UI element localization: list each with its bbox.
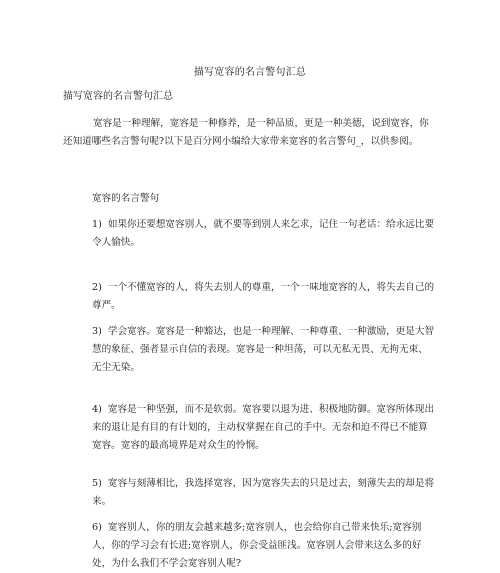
section-heading: 宽容的名言警句 <box>92 193 160 204</box>
list-item-number: 5) <box>92 478 102 489</box>
list-item-text: 学会宽容。宽容是一种豁达，也是一种理解、一种尊重、一种激励，更是大智慧的象征、强者显示自信的表现。宽容是一种坦荡，可以无私无畏、无拘无束、无尘无染。 <box>92 326 435 373</box>
list-item-number: 1) <box>92 219 102 230</box>
list-item <box>92 323 437 377</box>
list-item-number: 3) <box>92 326 102 337</box>
list-item-text: 如果你还要想宽容别人，就不要等到别人来乞求，记住一句老话：给永远比要令人愉快。 <box>92 219 435 248</box>
list-item <box>92 216 437 252</box>
list-item-number: 6) <box>92 522 102 533</box>
list-item-text: 宽容是一种坚强，而不是软弱。宽容要以退为进、积极地防御。宽容所体现出来的退让是有目的有计划的，主动权掌握在自己的手中。无奈和迫不得已不能算宽容。宽容的最高境界是对众生的怜悯。 <box>92 404 435 451</box>
list-item-number: 2) <box>92 282 102 293</box>
document-subtitle: 描写宽容的名言警句汇总 <box>63 91 173 102</box>
list-item <box>92 475 437 511</box>
list-item-text: 宽容别人，你的朋友会越来越多;宽容别人，也会给你自己带来快乐;宽容别人，你的学习会有长进;宽容别人，你会受益匪浅。宽容别人会带来这么多的好处，为什么我们不学会宽容别人呢? <box>92 522 422 569</box>
document-title: 描写宽容的名言警句汇总 <box>193 67 307 78</box>
list-item-text: 一个不懂宽容的人，将失去别人的尊重，一个一味地宽容的人，将失去自己的尊严。 <box>92 282 435 311</box>
intro-paragraph: 宽容是一种理解，宽容是一种修养，是一种品质，更是一种美德，说到宽容，你还知道哪些名言警句呢?以下是百分网小编给大家带来宽容的名言警句_，以供参阅。 <box>63 118 429 147</box>
list-item <box>92 279 437 315</box>
list-item <box>92 401 437 455</box>
list-item-text: 宽容与刻薄相比，我选择宽容，因为宽容失去的只是过去，刻薄失去的却是将来。 <box>92 478 435 507</box>
list-item <box>92 519 437 573</box>
list-item-number: 4) <box>92 404 102 415</box>
